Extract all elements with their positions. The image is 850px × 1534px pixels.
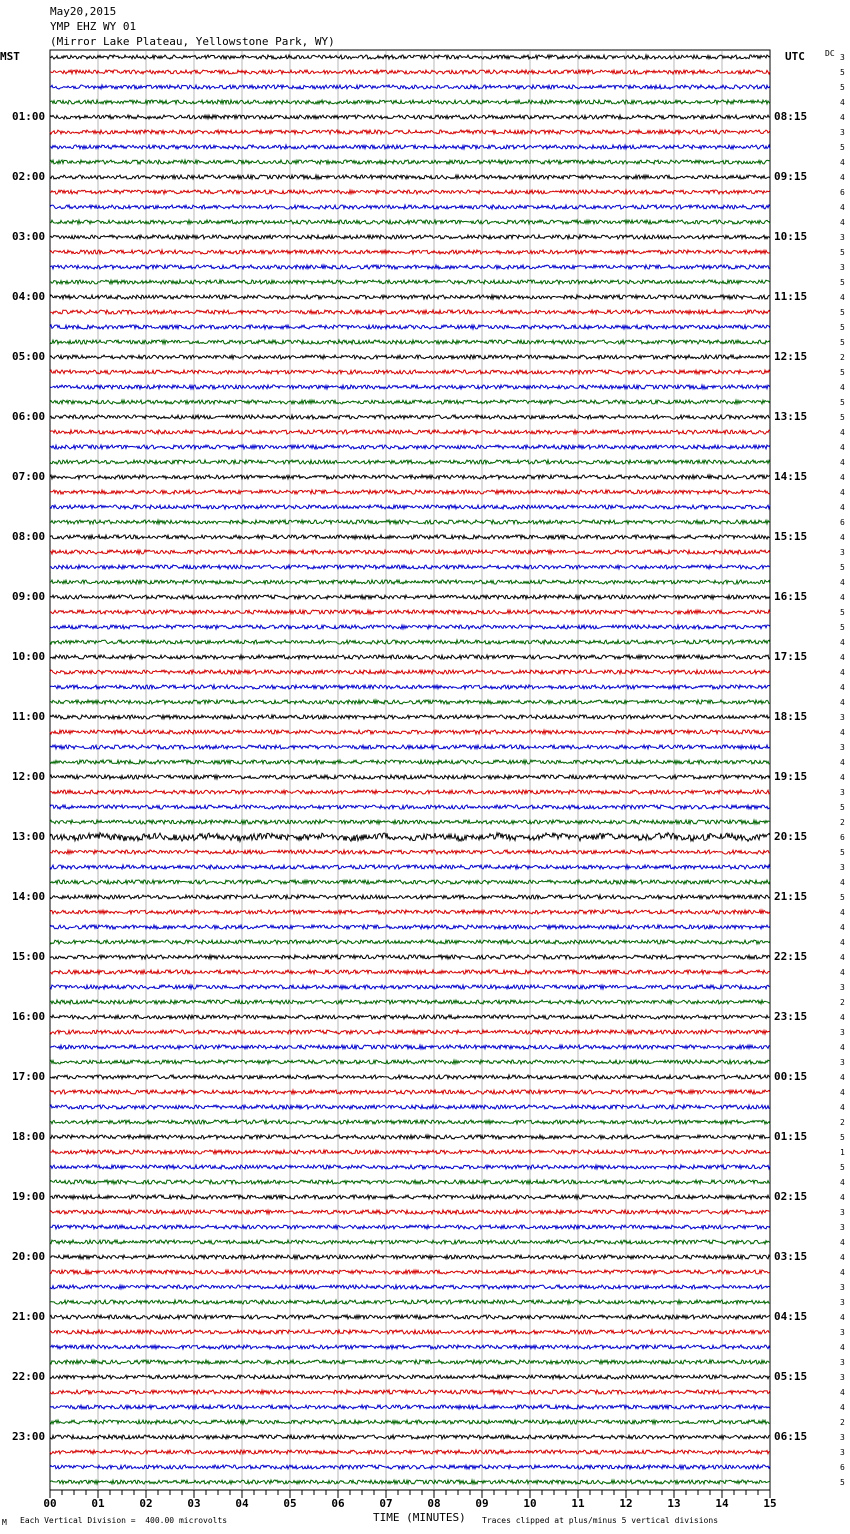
dc-offset-label: 5 (840, 368, 845, 377)
utc-hour-label: 23:15 (774, 1010, 808, 1023)
seismic-trace (50, 955, 770, 959)
dc-offset-label: 5 (840, 308, 845, 317)
dc-offset-label: 4 (840, 638, 845, 647)
seismic-trace (50, 625, 770, 629)
dc-offset-label: 4 (840, 1088, 845, 1097)
utc-hour-label: 01:15 (774, 1130, 808, 1143)
dc-offset-label: 3 (840, 53, 845, 62)
dc-offset-label: 4 (840, 1313, 845, 1322)
utc-hour-label: 17:15 (774, 650, 808, 663)
seismic-trace (50, 295, 770, 299)
dc-offset-label: 5 (840, 1133, 845, 1142)
seismic-trace (50, 940, 770, 944)
clip-note: Traces clipped at plus/minus 5 vertical divisions (482, 1516, 719, 1525)
seismic-trace (50, 1165, 770, 1169)
dc-offset-label: 5 (840, 608, 845, 617)
mst-hour-label: 03:00 (12, 230, 46, 243)
seismic-trace (50, 580, 770, 584)
seismic-trace (50, 340, 770, 344)
dc-offset-label: 4 (840, 383, 845, 392)
mst-hour-label: 12:00 (12, 770, 46, 783)
dc-offset-label: 4 (840, 1178, 845, 1187)
seismic-trace (50, 100, 770, 104)
utc-hour-label: 06:15 (774, 1430, 808, 1443)
utc-hour-label: 11:15 (774, 290, 808, 303)
mst-hour-label: 13:00 (12, 830, 46, 843)
seismic-trace (50, 445, 770, 449)
seismic-trace (50, 1480, 770, 1484)
dc-offset-label: 3 (840, 263, 845, 272)
mst-hour-label: 08:00 (12, 530, 46, 543)
mst-hour-label: 16:00 (12, 1010, 46, 1023)
dc-offset-label: 4 (840, 1193, 845, 1202)
dc-offset-label: 5 (840, 323, 845, 332)
dc-offset-label: 4 (840, 218, 845, 227)
seismic-trace (50, 820, 770, 824)
dc-offset-label: 4 (840, 593, 845, 602)
seismic-trace (50, 175, 770, 179)
dc-offset-label: 4 (840, 98, 845, 107)
x-tick-label: 01 (91, 1497, 105, 1510)
seismic-trace (50, 505, 770, 509)
seismic-trace (50, 490, 770, 494)
utc-hour-label: 12:15 (774, 350, 808, 363)
dc-offset-label: 4 (840, 683, 845, 692)
dc-offset-label: 5 (840, 848, 845, 857)
seismic-trace (50, 325, 770, 329)
dc-offset-label: 3 (840, 788, 845, 797)
seismic-trace (50, 715, 770, 719)
station-location: (Mirror Lake Plateau, Yellowstone Park, WY) (50, 35, 335, 48)
dc-offset-label: 5 (840, 563, 845, 572)
dc-offset-label: 3 (840, 1223, 845, 1232)
seismic-trace (50, 790, 770, 794)
seismic-trace (50, 250, 770, 254)
seismic-trace (50, 655, 770, 659)
dc-offset-label: 4 (840, 458, 845, 467)
seismic-trace (50, 1255, 770, 1259)
dc-offset-label: 4 (840, 1343, 845, 1352)
dc-offset-label: 6 (840, 833, 845, 842)
seismic-trace (50, 130, 770, 134)
dc-offset-label: 3 (840, 1328, 845, 1337)
seismic-trace (50, 1270, 770, 1274)
dc-offset-label: 4 (840, 878, 845, 887)
dc-offset-label: 4 (840, 533, 845, 542)
x-tick-label: 12 (619, 1497, 633, 1510)
dc-offset-label: 3 (840, 548, 845, 557)
seismic-trace (50, 460, 770, 464)
utc-hour-label: 14:15 (774, 470, 808, 483)
seismic-trace (50, 745, 770, 749)
dc-offset-label: 5 (840, 413, 845, 422)
dc-offset-label: 4 (840, 473, 845, 482)
mst-hour-label: 17:00 (12, 1070, 46, 1083)
dc-offset-label: 2 (840, 1118, 845, 1127)
x-tick-label: 14 (715, 1497, 729, 1510)
seismic-trace (50, 190, 770, 194)
utc-hour-label: 04:15 (774, 1310, 808, 1323)
dc-offset-label: 4 (840, 428, 845, 437)
seismic-trace (50, 1180, 770, 1184)
seismic-trace (50, 1285, 770, 1289)
dc-offset-label: 4 (840, 1388, 845, 1397)
utc-hour-label: 22:15 (774, 950, 808, 963)
seismic-trace (50, 1360, 770, 1364)
seismic-trace (50, 1105, 770, 1109)
seismic-trace (50, 925, 770, 929)
seismic-trace (50, 1345, 770, 1349)
seismic-trace (50, 640, 770, 644)
dc-offset-label: 4 (840, 488, 845, 497)
seismic-trace (50, 535, 770, 539)
x-tick-label: 09 (475, 1497, 489, 1510)
mst-hour-label: 22:00 (12, 1370, 46, 1383)
seismic-trace (50, 985, 770, 989)
dc-offset-label: 4 (840, 773, 845, 782)
dc-offset-label: 5 (840, 248, 845, 257)
seismic-trace (50, 70, 770, 74)
utc-hour-label: 21:15 (774, 890, 808, 903)
seismic-trace (50, 1300, 770, 1304)
dc-offset-label: 5 (840, 143, 845, 152)
seismic-trace (50, 1210, 770, 1214)
corner-mark: M (2, 1518, 7, 1527)
mst-hour-label: 21:00 (12, 1310, 46, 1323)
dc-offset-label: 3 (840, 1028, 845, 1037)
dc-offset-label: 4 (840, 653, 845, 662)
utc-hour-label: 08:15 (774, 110, 808, 123)
seismic-trace (50, 1075, 770, 1079)
dc-offset-label: 4 (840, 203, 845, 212)
x-tick-label: 00 (43, 1497, 57, 1510)
dc-offset-label: 3 (840, 1298, 845, 1307)
seismic-trace (50, 370, 770, 374)
seismic-trace (50, 565, 770, 569)
seismic-trace (50, 700, 770, 704)
seismic-trace (50, 1465, 770, 1469)
dc-offset-label: 6 (840, 518, 845, 527)
seismic-trace (50, 430, 770, 434)
dc-offset-label: 4 (840, 503, 845, 512)
seismic-trace (50, 833, 770, 842)
seismic-trace (50, 1150, 770, 1154)
dc-offset-label: 3 (840, 1058, 845, 1067)
dc-offset-label: 4 (840, 1013, 845, 1022)
seismic-trace (50, 610, 770, 614)
seismic-trace (50, 1015, 770, 1019)
dc-offset-label: 5 (840, 83, 845, 92)
seismic-trace (50, 1390, 770, 1394)
utc-hour-label: 15:15 (774, 530, 808, 543)
mst-hour-label: 15:00 (12, 950, 46, 963)
seismic-trace (50, 355, 770, 359)
x-tick-label: 15 (763, 1497, 777, 1510)
dc-offset-label: 5 (840, 398, 845, 407)
station-code: YMP EHZ WY 01 (50, 20, 137, 33)
dc-offset-label: 4 (840, 728, 845, 737)
seismic-trace (50, 775, 770, 779)
seismic-trace (50, 1195, 770, 1199)
dc-offset-label: 2 (840, 818, 845, 827)
dc-offset-label: 6 (840, 1463, 845, 1472)
dc-offset-label: 3 (840, 1358, 845, 1367)
mst-hour-label: 19:00 (12, 1190, 46, 1203)
seismic-trace (50, 1435, 770, 1439)
mst-hour-label: 05:00 (12, 350, 46, 363)
mst-hour-label: 06:00 (12, 410, 46, 423)
seismic-trace (50, 265, 770, 269)
dc-offset-label: 5 (840, 68, 845, 77)
seismic-trace (50, 415, 770, 419)
seismic-trace (50, 805, 770, 809)
dc-offset-label: 4 (840, 578, 845, 587)
dc-offset-label: 4 (840, 173, 845, 182)
dc-offset-label: 4 (840, 953, 845, 962)
dc-offset-label: 5 (840, 803, 845, 812)
seismic-trace (50, 115, 770, 119)
seismic-trace (50, 280, 770, 284)
seismic-trace (50, 475, 770, 479)
dc-offset-label: 4 (840, 938, 845, 947)
left-timezone-label: MST (0, 50, 20, 63)
utc-hour-label: 02:15 (774, 1190, 808, 1203)
dc-offset-label: 4 (840, 443, 845, 452)
seismic-trace (50, 55, 770, 59)
seismic-trace (50, 205, 770, 209)
seismic-trace (50, 385, 770, 389)
seismic-trace (50, 85, 770, 89)
seismic-trace (50, 310, 770, 314)
dc-offset-label: 4 (840, 1268, 845, 1277)
seismic-trace (50, 1045, 770, 1049)
seismic-trace (50, 1135, 770, 1139)
seismic-trace (50, 1375, 770, 1379)
mst-hour-label: 11:00 (12, 710, 46, 723)
seismic-trace (50, 145, 770, 149)
mst-hour-label: 01:00 (12, 110, 46, 123)
seismic-trace (50, 550, 770, 554)
seismic-trace (50, 685, 770, 689)
dc-offset-label: 3 (840, 1283, 845, 1292)
seismic-trace (50, 970, 770, 974)
dc-offset-label: 3 (840, 863, 845, 872)
dc-offset-label: 4 (840, 113, 845, 122)
seismic-trace (50, 1030, 770, 1034)
x-tick-label: 06 (331, 1497, 345, 1510)
dc-offset-label: 4 (840, 1403, 845, 1412)
mst-hour-label: 02:00 (12, 170, 46, 183)
mst-hour-label: 04:00 (12, 290, 46, 303)
seismic-trace (50, 220, 770, 224)
dc-offset-label: 4 (840, 923, 845, 932)
dc-offset-label: 2 (840, 998, 845, 1007)
utc-hour-label: 18:15 (774, 710, 808, 723)
dc-offset-label: 1 (840, 1148, 845, 1157)
utc-hour-label: 19:15 (774, 770, 808, 783)
dc-offset-label: 5 (840, 1163, 845, 1172)
seismic-trace (50, 730, 770, 734)
x-tick-label: 05 (283, 1497, 297, 1510)
x-tick-label: 07 (379, 1497, 393, 1510)
utc-hour-label: 16:15 (774, 590, 808, 603)
seismic-trace (50, 910, 770, 914)
dc-offset-label: 5 (840, 278, 845, 287)
seismic-trace (50, 235, 770, 239)
dc-offset-label: 3 (840, 233, 845, 242)
dc-offset-label: 4 (840, 1253, 845, 1262)
dc-header-label: DC (825, 49, 835, 58)
x-tick-label: 02 (139, 1497, 153, 1510)
mst-hour-label: 18:00 (12, 1130, 46, 1143)
dc-offset-label: 3 (840, 1208, 845, 1217)
seismic-trace (50, 1315, 770, 1319)
mst-hour-label: 07:00 (12, 470, 46, 483)
seismic-trace (50, 400, 770, 404)
x-axis-title: TIME (MINUTES) (373, 1511, 466, 1524)
dc-offset-label: 5 (840, 1478, 845, 1487)
seismic-trace (50, 1090, 770, 1094)
seismic-trace (50, 520, 770, 524)
x-tick-label: 11 (571, 1497, 585, 1510)
dc-offset-label: 3 (840, 713, 845, 722)
dc-offset-label: 4 (840, 1238, 845, 1247)
dc-offset-label: 3 (840, 128, 845, 137)
dc-offset-label: 4 (840, 968, 845, 977)
dc-offset-label: 5 (840, 893, 845, 902)
seismic-trace (50, 895, 770, 899)
x-tick-label: 08 (427, 1497, 441, 1510)
seismic-trace (50, 850, 770, 854)
dc-offset-label: 3 (840, 1433, 845, 1442)
seismic-trace (50, 1450, 770, 1454)
dc-offset-label: 4 (840, 758, 845, 767)
mst-hour-label: 14:00 (12, 890, 46, 903)
dc-offset-label: 6 (840, 188, 845, 197)
dc-offset-label: 2 (840, 353, 845, 362)
utc-hour-label: 05:15 (774, 1370, 808, 1383)
dc-offset-label: 3 (840, 1448, 845, 1457)
mst-hour-label: 09:00 (12, 590, 46, 603)
seismic-trace (50, 1240, 770, 1244)
dc-offset-label: 4 (840, 1073, 845, 1082)
seismic-trace (50, 160, 770, 164)
dc-offset-label: 4 (840, 1103, 845, 1112)
seismic-trace (50, 1120, 770, 1124)
utc-hour-label: 09:15 (774, 170, 808, 183)
mst-hour-label: 10:00 (12, 650, 46, 663)
scale-note: Each Vertical Division = 400.00 microvolts (20, 1516, 228, 1525)
utc-hour-label: 10:15 (774, 230, 808, 243)
plot-date: May20,2015 (50, 5, 117, 18)
dc-offset-label: 4 (840, 1043, 845, 1052)
x-tick-label: 13 (667, 1497, 681, 1510)
dc-offset-label: 5 (840, 623, 845, 632)
mst-hour-label: 20:00 (12, 1250, 46, 1263)
x-tick-label: 10 (523, 1497, 537, 1510)
x-tick-label: 04 (235, 1497, 249, 1510)
seismic-trace (50, 865, 770, 869)
dc-offset-label: 4 (840, 908, 845, 917)
dc-offset-label: 2 (840, 1418, 845, 1427)
dc-offset-label: 3 (840, 1373, 845, 1382)
seismic-trace (50, 1420, 770, 1424)
utc-hour-label: 00:15 (774, 1070, 808, 1083)
seismic-trace (50, 1330, 770, 1334)
seismic-trace (50, 670, 770, 674)
dc-offset-label: 5 (840, 338, 845, 347)
dc-offset-label: 4 (840, 698, 845, 707)
dc-offset-label: 3 (840, 983, 845, 992)
seismic-trace (50, 1225, 770, 1229)
dc-offset-label: 4 (840, 158, 845, 167)
utc-hour-label: 03:15 (774, 1250, 808, 1263)
utc-hour-label: 20:15 (774, 830, 808, 843)
dc-offset-label: 4 (840, 293, 845, 302)
dc-offset-label: 4 (840, 668, 845, 677)
mst-hour-label: 23:00 (12, 1430, 46, 1443)
x-tick-label: 03 (187, 1497, 201, 1510)
utc-hour-label: 13:15 (774, 410, 808, 423)
seismic-trace (50, 1405, 770, 1409)
seismic-trace (50, 760, 770, 764)
right-timezone-label: UTC (785, 50, 805, 63)
seismic-trace (50, 1000, 770, 1004)
seismic-trace (50, 1060, 770, 1064)
dc-offset-label: 3 (840, 743, 845, 752)
seismic-trace (50, 880, 770, 884)
seismic-trace (50, 595, 770, 599)
